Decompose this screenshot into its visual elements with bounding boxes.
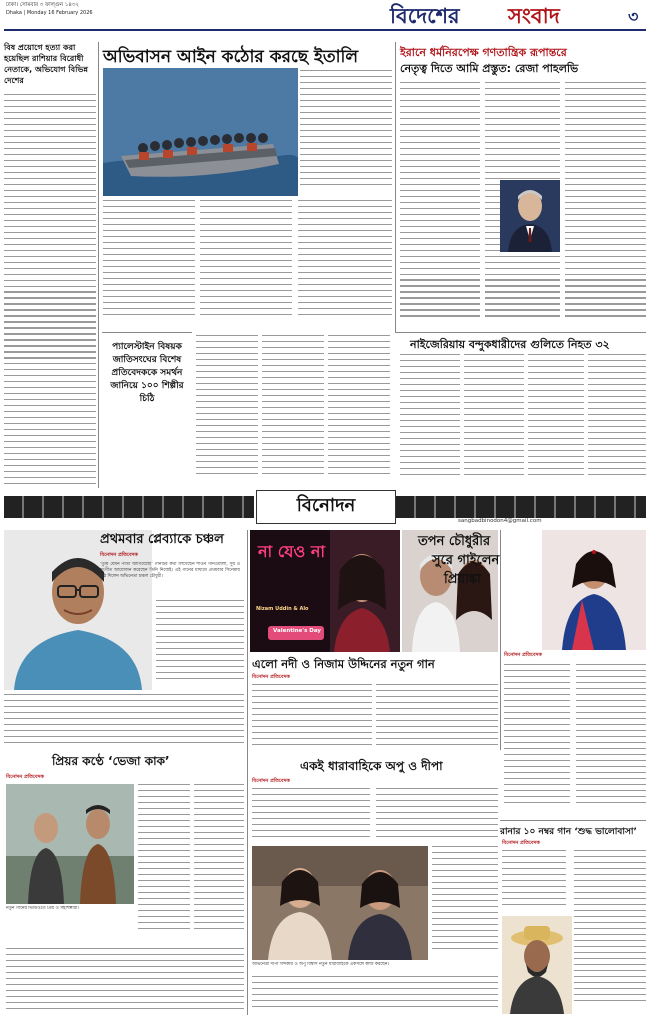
entertainment-email[interactable]: sangbadbinodon4@gmail.com [458, 518, 542, 524]
side-headline: বিষ প্রয়োগে হত্যা করা হয়েছিল রাশিয়ার বিরোধী নেতাকে, অভিযোগ বিভিন্ন দেশের [4, 43, 88, 85]
iran-article-col-1 [400, 82, 480, 332]
column-divider [395, 42, 396, 332]
italy-article-col-4 [298, 200, 392, 325]
bheja-byline: বিনোদন প্রতিবেদক [6, 774, 44, 780]
date-line: ঢাকা। সোমবার ৩ ফাল্গুন ১৪৩২ [6, 2, 80, 8]
bheja-article-col-2 [194, 784, 244, 944]
palestine-headline: প্যালেস্টাইন বিষয়ক জাতিসংঘের বিশেষ প্রতিবেদককে সমর্থন জানিয়ে ১০০ শিল্পীর চিঠি [110, 342, 184, 404]
bheja-headline: প্রিয়র কণ্ঠে ‘ভেজা কাক’ [52, 754, 170, 768]
entertainment-title: বিনোদন [296, 495, 356, 516]
iran-headline-1: ইরানে ধর্মনিরপেক্ষ গণতান্ত্রিক রূপান্তরে [400, 46, 567, 59]
apu-headline: একই ধারাবাহিকে অপু ও দীপা [300, 759, 443, 773]
masthead-rule [4, 29, 646, 31]
bheja-article-col-1 [138, 784, 190, 944]
date-line-english: Dhaka | Monday 16 February 2026 [6, 10, 93, 16]
priyanka-byline: বিনোদন প্রতিবেদক [504, 652, 542, 658]
side-article [4, 42, 96, 492]
rana-portrait-graphic [502, 916, 572, 1014]
rana-headline: রানার ১০ নম্বর গান ‘শুদ্ধ ভালোবাসা’ [500, 827, 637, 837]
italy-article-col-1 [300, 70, 392, 195]
rana-article-col-1 [502, 850, 566, 914]
alo-byline: বিনোদন প্রতিবেদক [252, 674, 290, 680]
apu-caption: অভিনেত্রী দীপা খন্দকার ও অপু বিশ্বাস নতুন ধারাবাহিকে একসঙ্গে কাজ করছেন। [252, 962, 389, 967]
priyanka-headline-3: প্রিয়াঙ্কা [444, 572, 481, 587]
chanchal-headline: প্রথমবার প্লেব্যাকে চঞ্চল [100, 532, 224, 547]
apu-article-col-1 [252, 788, 370, 844]
rana-article-col-2 [574, 850, 646, 1014]
reza-pahlavi-photo [500, 180, 560, 252]
priyanka-headline-2: সুরে গাইলেন [432, 553, 500, 568]
chanchal-article-bottom [4, 694, 244, 750]
priyanka-portrait-graphic [542, 530, 646, 650]
priyanka-article-col-2 [576, 664, 646, 816]
portrait-graphic [500, 180, 560, 252]
palestine-article-col-3 [328, 335, 390, 485]
page-number: ৩ [628, 7, 639, 26]
bheja-photo [6, 784, 134, 904]
priyanka-article-col-1 [504, 664, 570, 816]
column-divider [395, 332, 646, 333]
apu-dipa-scene-graphic [252, 846, 428, 960]
section-banner [390, 2, 620, 26]
apu-article-col-2 [376, 788, 498, 844]
film-strip-right [396, 496, 646, 518]
rana-byline: বিনোদন প্রতিবেদক [502, 840, 540, 846]
na-jeo-na-poster [250, 530, 400, 652]
poster-credit: Nizam Uddin & Alo [256, 606, 309, 612]
nigeria-article-col-2 [464, 354, 524, 484]
film-strip-left [4, 496, 254, 518]
alo-article-col-1 [252, 684, 372, 756]
iran-headline-2: নেতৃত্ব দিতে আমি প্রস্তুত: রেজা পাহলভি [400, 62, 579, 75]
rana-photo [502, 916, 572, 1014]
italy-article-col-3 [200, 200, 292, 325]
italy-headline: অভিবাসন আইন কঠোর করছে ইতালি [103, 47, 359, 67]
boat-scene-graphic [103, 68, 298, 196]
apu-byline: বিনোদন প্রতিবেদক [252, 778, 290, 784]
entertainment-banner [4, 488, 646, 528]
nigeria-article-col-3 [528, 354, 584, 484]
italy-article-col-2 [103, 200, 195, 325]
nigeria-article-col-1 [400, 354, 460, 484]
nigeria-headline: নাইজেরিয়ায় বন্দুকধারীদের গুলিতে নিহত ৩২ [410, 338, 610, 351]
bheja-article-bottom [6, 948, 244, 1014]
iran-article-col-3 [565, 82, 646, 332]
chanchal-quote: ‘তুমি যেমন পাতা জাগিয়েছো’ গানটির কথা লিখেছেন শাওন গানওয়ালা, সুর ও সংগীত আয়োজন করেছেন তিনি নিজেই। এই গানের মাধ্যমে প্রথমবার সিনেমায় কণ্ঠ দিলেন অভিনেতা চঞ্চল চৌধুরী। [100, 562, 240, 579]
alo-headline: এলো নদী ও নিজাম উদ্দিনের নতুন গান [252, 657, 435, 671]
migrant-boat-photo [103, 68, 298, 196]
section-title-1: বিদেশের [390, 3, 460, 28]
palestine-box [102, 332, 192, 483]
column-divider [247, 530, 248, 1015]
poster-tag: Valentine's Day [273, 628, 321, 634]
apu-article-col-3 [432, 846, 498, 960]
apu-dipa-photo [252, 846, 428, 960]
nigeria-article-col-4 [588, 354, 646, 484]
palestine-article-col-1 [196, 335, 258, 485]
alo-article-col-2 [376, 684, 498, 756]
priyanka-headline-1: তপন চৌধুরীর [418, 534, 491, 549]
poster-title: না যেও না [258, 542, 326, 561]
side-article-body [4, 94, 96, 489]
apu-article-bottom [252, 976, 498, 1014]
bheja-scene-graphic [6, 784, 134, 904]
column-divider [500, 820, 646, 821]
column-divider [98, 42, 99, 490]
bheja-caption: নতুন গানের ভিডিওতে প্রিয় ও সহশিল্পীরা। [6, 906, 79, 911]
masthead [0, 0, 650, 40]
section-title-2: সংবাদ [508, 3, 560, 28]
section-title-box [256, 490, 396, 524]
chanchal-byline: বিনোদন প্রতিবেদক [100, 552, 138, 558]
priyanka-photo [542, 530, 646, 650]
palestine-article-col-2 [262, 335, 324, 485]
chanchal-article-col-1 [156, 600, 244, 690]
